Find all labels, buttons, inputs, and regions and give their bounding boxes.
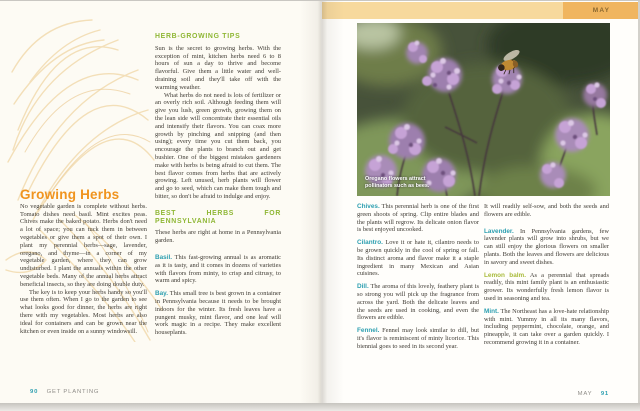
month-tab: [563, 2, 640, 19]
feature-para2: The key is to keep your herbs handy so you'll use them often. When I go to the garden to see what looks good for dinner, the herbs are right there with my vegetables. Most herbs are also ideal for containers and can be grown near the kitchen or even inside on a sunny windowsill.: [20, 288, 147, 335]
herb-name: Basil.: [155, 253, 173, 261]
herb-entry-lavender: [484, 228, 609, 267]
right-page-footer: [484, 391, 609, 397]
herb-entry-basil: [155, 254, 281, 285]
photo-caption: Oregano flowers attract pollinators such as bees.: [365, 176, 430, 189]
tips-para1: Sun is the secret to growing herbs. With the exception of mint, kitchen herbs need 6 to 8 hours of sun a day to thrive and become flavorful. Give them a little water and well-draining soil and they'll take off with the warming weather.: [155, 44, 281, 91]
herb-text: As a perennial that spreads readily, this mint family plant is an enthusiastic grower. Its wonderfully fresh lemon flavor is used in seasoning and tea.: [484, 271, 609, 302]
herb-text: This perennial herb is one of the first green shoots of spring. Clip entire blades and the plants will regrow. Its delicate onion flavor is best enjoyed uncooked.: [357, 203, 480, 234]
bottom-page-edge: [0, 403, 640, 411]
herb-entry-mint: [484, 308, 609, 347]
herb-entry-bay: [155, 290, 281, 337]
herb-entry-cilantro: [357, 239, 479, 278]
feature-column: [20, 187, 147, 335]
left-footer-section: GET PLANTING: [46, 389, 100, 395]
herb-text: Fennel may look similar to dill, but it's flavor is reminiscent of minty licorice. This biennial goes to seed in its second year.: [357, 327, 479, 350]
herb-name: Mint.: [484, 307, 499, 315]
herbs-column-1: [357, 203, 479, 356]
fennel-continuation: It will readily self-sow, and both the seeds and flowers are edible.: [484, 203, 609, 218]
best-herbs-heading: BEST HERBS FOR PENNSYLVANIA: [155, 209, 281, 225]
herb-name: Dill.: [357, 283, 369, 291]
best-herbs-intro: These herbs are right at home in a Pennsylvania garden.: [155, 229, 281, 245]
herb-name: Cilantro.: [357, 239, 383, 247]
oregano-bee-photo: [357, 23, 610, 196]
right-page-number: 91: [600, 391, 609, 397]
herb-name: Chives.: [357, 203, 380, 210]
herb-text: In Pennsylvania gardens, few lavender plants will grow into shrubs, but we can still enjoy the glorious flowers on smaller plants. Both the leaves and flowers are delicious in savory and sweet dishes.: [484, 227, 609, 266]
herbs-column-2: [484, 203, 609, 352]
herb-text: Love it or hate it, cilantro needs to be grown quickly in the cool of spring or fall. Its distinct aroma and flavor make it a staple ingredient in many Mexican and Asian cuisines.: [357, 239, 479, 278]
right-footer-section: MAY: [577, 391, 593, 397]
herb-name: Lavender.: [484, 227, 514, 235]
herb-entry-fennel: [357, 327, 479, 350]
herb-name: Bay.: [155, 290, 169, 298]
herb-text: This small tree is best grown in a container in Pennsylvania because it needs to be brought indoors for the winter. Its fresh leaves have a pungent musky, mint flavor, and one leaf will work magic in a recipe. They make excellent houseplants.: [155, 290, 281, 337]
tips-para2: What herbs do not need is lots of fertilizer or an overly rich soil. Although feeding them will give you lush, green growth, growing them on the lean side will concentrate their essential oils and intensify their flavors. You can coax more growth by pinching and snipping (and then using); every time you cut them back, you encourage the plants to branch out and get bushier. One of the biggest mistakes gardeners make with herbs is being afraid to cut them. The best flavor comes from herbs that are actively growing. Left unused, herb plants will flower and go to seed, which can make them tough and bitter, so don't be afraid to indulge and enjoy.: [155, 91, 281, 200]
herb-text: This fast-growing annual is as aromatic as it is tasty, and it comes in dozens of varieties with flavors from minty, to crisp and citrusy, to warm and spicy.: [155, 253, 281, 285]
tips-heading: HERB-GROWING TIPS: [155, 33, 241, 40]
month-tab-label: MAY: [592, 7, 611, 14]
left-page-number: 90: [30, 389, 39, 395]
herb-text: The Northeast has a love-hate relationship with mint. Yummy in all its many flavors, including peppermint, chocolate, orange, and pineapple, it can take over a garden quickly. I recommend growing it in a container.: [484, 307, 609, 346]
page-gutter-shadow: [300, 1, 344, 403]
herb-name: Lemon balm.: [484, 271, 526, 279]
herb-entry-chives: [357, 203, 479, 234]
page-top-band: [322, 2, 640, 19]
tips-column: [155, 33, 281, 342]
herb-entry-dill: [357, 283, 479, 322]
feature-para1: No vegetable garden is complete without herbs. Tomato dishes need basil. Mint excites peas. Chives make the baked potato. Herbs don't need a lot of space; you can tuck them in between vegetables or give them a spot of their own. I plant my perennial herbs—sage, lavender, oregano, and thyme—in a corner of my vegetable garden, where they can grow undisturbed. I plant the annuals within the other vegetable beds. Many of the annual herbs attract beneficial insects, so they are doing double duty.: [20, 202, 147, 288]
feature-heading: Growing Herbs: [20, 187, 120, 202]
top-page-edge: [0, 0, 640, 1]
herb-text: The aroma of this lovely, feathery plant is so strong you will pick up the fragrance from across the yard. Both the delicate leaves and the seeds are used in cooking, and even the flowers are edible.: [357, 283, 479, 322]
herb-name: Fennel.: [357, 327, 380, 335]
herb-entry-lemon-balm: [484, 272, 609, 303]
left-page-footer: [30, 389, 99, 395]
